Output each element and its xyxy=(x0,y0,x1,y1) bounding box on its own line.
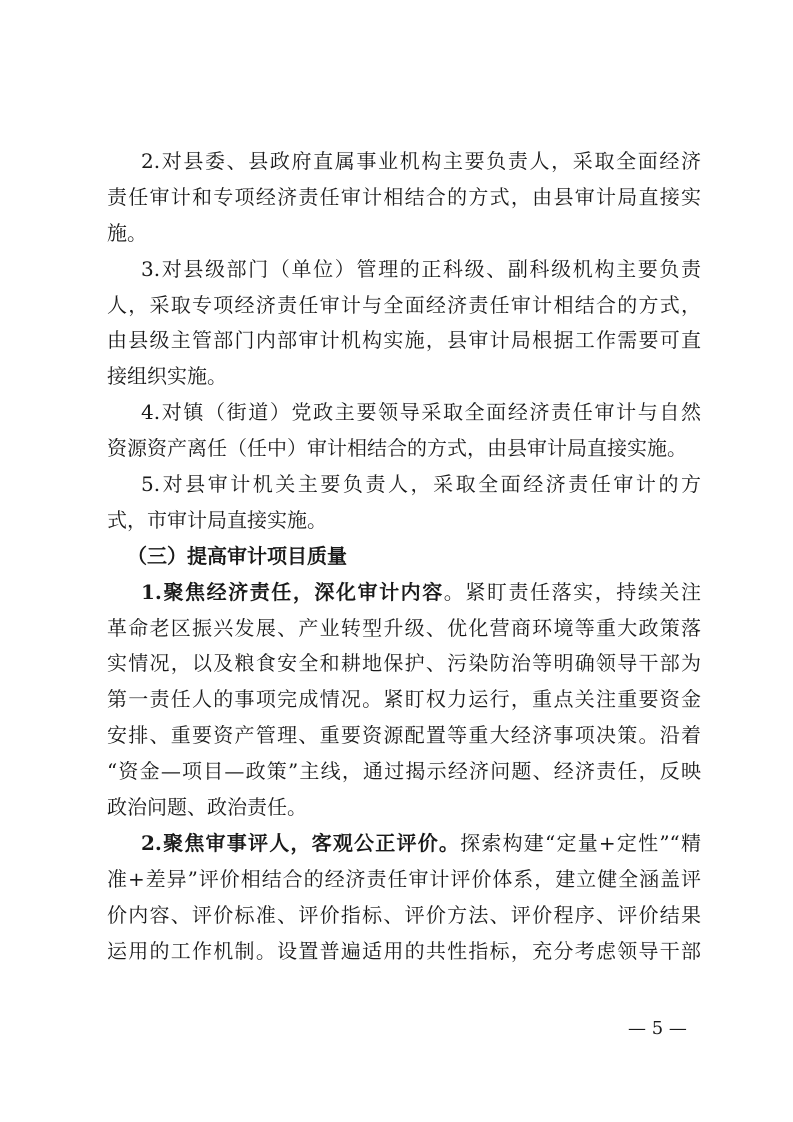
text-line xyxy=(107,180,701,216)
text-line xyxy=(107,718,701,754)
line-text: 接组织实施。 xyxy=(107,364,227,389)
line-text: 安排、重要资产管理、重要资源配置等重大经济事项决策。沿着 xyxy=(107,723,701,748)
text-line xyxy=(107,395,701,431)
text-line xyxy=(107,288,701,324)
text-line xyxy=(107,359,701,395)
text-line xyxy=(107,503,701,539)
bold-lead-text: 1.聚焦经济责任，深化审计内容 xyxy=(141,579,444,604)
section-heading xyxy=(107,539,701,575)
text-line xyxy=(107,826,701,862)
line-text: 4.对镇（街道）党政主要领导采取全面经济责任审计与自然 xyxy=(141,400,701,425)
text-line xyxy=(107,790,701,826)
text-line xyxy=(107,898,701,934)
line-text: “资金—项目—政策”主线，通过揭示经济问题、经济责任，反映 xyxy=(107,759,701,784)
line-text: 由县级主管部门内部审计机构实施，县审计局根据工作需要可直 xyxy=(107,328,701,353)
line-text: 2.对县委、县政府直属事业机构主要负责人，采取全面经济 xyxy=(141,149,701,173)
text-line xyxy=(107,252,701,288)
line-text: （三）提高审计项目质量 xyxy=(127,543,347,568)
line-text: 资源资产离任（任中）审计相结合的方式，由县审计局直接实施。 xyxy=(107,436,687,461)
paragraph xyxy=(107,144,701,252)
line-text: 施。 xyxy=(107,220,147,245)
document-body xyxy=(107,144,701,969)
text-line xyxy=(107,431,701,467)
paragraph xyxy=(107,826,701,970)
text-line xyxy=(107,575,701,611)
paragraph xyxy=(107,575,701,826)
line-text: 人，采取专项经济责任审计与全面经济责任审计相结合的方式， xyxy=(107,292,701,317)
line-text: 实情况，以及粮食安全和耕地保护、污染防治等明确领导干部为 xyxy=(107,651,701,676)
line-text: 第一责任人的事项完成情况。紧盯权力运行，重点关注重要资金 xyxy=(107,687,701,712)
text-line xyxy=(107,323,701,359)
text-line xyxy=(107,467,701,503)
paragraph xyxy=(107,467,701,539)
line-text: 运用的工作机制。设置普遍适用的共性指标，充分考虑领导干部 xyxy=(107,938,701,963)
line-text: 革命老区振兴发展、产业转型升级、优化营商环境等重大政策落 xyxy=(107,615,701,640)
text-line xyxy=(107,934,701,970)
paragraph xyxy=(107,395,701,467)
paragraph xyxy=(107,252,701,396)
text-line xyxy=(107,682,701,718)
text-line xyxy=(107,539,701,575)
line-text: 。紧盯责任落实，持续关注 xyxy=(443,579,701,604)
line-text: 5.对县审计机关主要负责人，采取全面经济责任审计的方 xyxy=(141,472,701,497)
text-line xyxy=(107,611,701,647)
text-line xyxy=(107,144,701,180)
bold-lead-text: 2.聚焦审事评人，客观公正评价。 xyxy=(141,830,461,855)
line-text: 责任审计和专项经济责任审计相结合的方式，由县审计局直接实 xyxy=(107,184,701,209)
line-text: 准+差异”评价相结合的经济责任审计评价体系，建立健全涵盖评 xyxy=(107,866,701,891)
text-line xyxy=(107,646,701,682)
text-line xyxy=(107,754,701,790)
line-text: 3.对县级部门（单位）管理的正科级、副科级机构主要负责 xyxy=(141,256,701,281)
text-line xyxy=(107,216,701,252)
page-number: — 5 — xyxy=(628,1018,687,1039)
line-text: 政治问题、政治责任。 xyxy=(107,795,307,820)
line-text: 探索构建“定量+定性”“精 xyxy=(460,830,701,855)
text-line xyxy=(107,862,701,898)
line-text: 价内容、评价标准、评价指标、评价方法、评价程序、评价结果 xyxy=(107,902,701,927)
line-text: 式，市审计局直接实施。 xyxy=(107,507,327,532)
